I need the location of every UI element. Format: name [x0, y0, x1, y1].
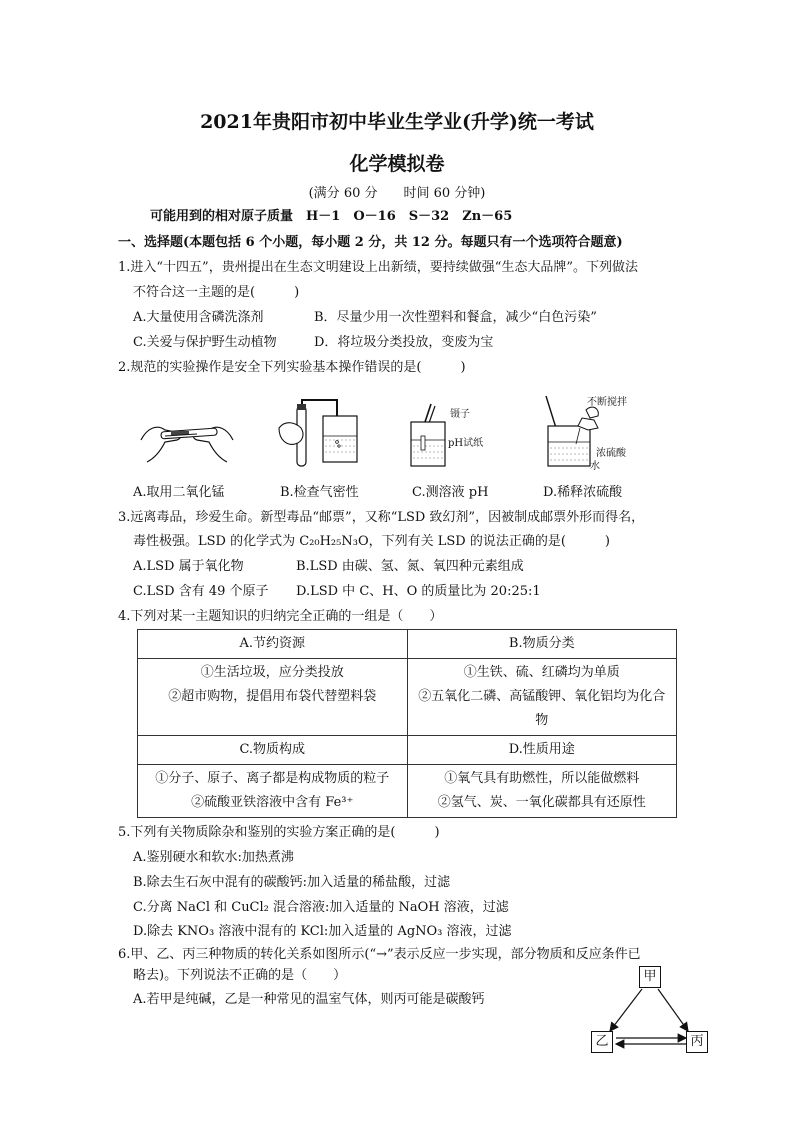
cell-c-head: C.物质构成: [138, 736, 408, 765]
cell-a-line2: ②超市购物，提倡用布袋代替塑料袋: [168, 689, 377, 704]
q2-option-d: D.稀释浓硫酸: [543, 485, 623, 500]
table-row: [138, 630, 677, 659]
q3-stem-line2: 毒性极强。LSD 的化学式为 C₂₀H₂₅N₃O，下列有关 LSD 的说法正确的是( ): [133, 534, 610, 549]
label-acid: 浓硫酸: [596, 448, 626, 459]
q3-option-c: C.LSD 含有 49 个原子: [133, 584, 269, 599]
q1-stem-line1: 1.进入“十四五”，贵州提出在生态文明建设上出新绩，要持续做强“生态大品牌”。下列做法: [118, 260, 638, 275]
label-tweezers: 镊子: [450, 409, 470, 420]
cell-d-head: D.性质用途: [407, 736, 677, 765]
node-jia: 甲: [639, 966, 661, 988]
cell-b-line1: ①生铁、硫、红磷均为单质: [463, 665, 620, 680]
table-row: [138, 765, 677, 818]
table-row: [138, 659, 677, 736]
cell-d-body: [407, 765, 677, 818]
q2-option-c: C.测溶液 pH: [412, 485, 489, 500]
knowledge-table: [137, 629, 677, 818]
node-yi: 乙: [591, 1031, 613, 1053]
q1-option-d: D．将垃圾分类投放，变废为宝: [314, 335, 494, 350]
q5-option-c: C.分离 NaCl 和 CuCl₂ 混合溶液:加入适量的 NaOH 溶液，过滤: [133, 900, 509, 915]
exam-subtitle: 化学模拟卷: [349, 153, 445, 175]
q5-option-b: B.除去生石灰中混有的碳酸钙:加入适量的稀盐酸，过滤: [133, 875, 451, 890]
exam-meta: (满分 60 分 时间 60 分钟): [308, 186, 486, 201]
cell-d-line1: ①氧气具有助燃性，所以能做燃料: [444, 771, 640, 786]
q1-stem-line2: 不符合这一主题的是( ): [133, 285, 300, 300]
q4-stem: 4.下列对某一主题知识的归纳完全正确的一组是（ ）: [118, 609, 443, 624]
atomic-masses: 可能用到的相对原子质量 H－1 O－16 S－32 Zn－65: [150, 209, 513, 224]
q2-option-a: A.取用二氧化锰: [133, 485, 225, 500]
section-heading: 一、选择题(本题包括 6 个小题，每小题 2 分，共 12 分。每题只有一个选项符合题意): [118, 235, 623, 250]
node-bing: 丙: [686, 1031, 708, 1053]
q2-option-b: B.检查气密性: [280, 485, 359, 500]
exam-title: 2021年贵阳市初中毕业生学业(升学)统一考试: [200, 111, 594, 133]
label-stir: 不断搅拌: [587, 397, 627, 408]
q6-stem-line2: 略去)。下列说法不正确的是（ ）: [133, 968, 347, 983]
cell-b-body: [407, 659, 677, 736]
q1-option-c: C.关爱与保护野生动植物: [133, 335, 277, 350]
cell-d-line2: ②氢气、炭、一氧化碳都具有还原性: [437, 795, 646, 810]
label-water: 水: [590, 461, 600, 472]
figure-a-powder-icon: [135, 410, 240, 468]
cell-b-head: B.物质分类: [407, 630, 677, 659]
figure-b-airtightness-icon: [275, 398, 370, 470]
q1-option-b: B．尽量少用一次性塑料和餐盒，减少“白色污染”: [314, 310, 597, 325]
cell-b-line3: 物: [535, 713, 549, 728]
q5-option-a: A.鉴别硬水和软水:加热煮沸: [133, 850, 294, 865]
cell-b-line2: ②五氧化二磷、高锰酸钾、氧化铝均为化合: [418, 689, 666, 704]
cell-c-line2: ②硫酸亚铁溶液中含有 Fe³⁺: [191, 795, 354, 810]
figure-c-ph-test-icon: [405, 400, 450, 470]
q6-stem-line1: 6.甲、乙、丙三种物质的转化关系如图所示(“→”表示反应一步实现，部分物质和反应条件已: [118, 947, 641, 962]
q3-option-b: B.LSD 由碳、氢、氮、氧四种元素组成: [296, 559, 524, 574]
q6-option-a: A.若甲是纯碱，乙是一种常见的温室气体，则丙可能是碳酸钙: [133, 992, 485, 1007]
label-ph-paper: pH试纸: [448, 438, 484, 449]
q3-stem-line1: 3.远离毒品，珍爱生命。新型毒品“邮票”，又称“LSD 致幻剂”，因被制成邮票外形而得名，: [118, 510, 645, 525]
q2-stem: 2.规范的实验操作是安全下列实验基本操作错误的是( ): [118, 360, 466, 375]
cell-a-body: [138, 659, 408, 736]
cell-c-line1: ①分子、原子、离子都是构成物质的粒子: [155, 771, 390, 786]
q3-option-d: D.LSD 中 C、H、O 的质量比为 20:25:1: [296, 584, 541, 599]
cell-a-line1: ①生活垃圾，应分类投放: [200, 665, 344, 680]
q1-option-a: A.大量使用含磷洗涤剂: [133, 310, 264, 325]
cell-a-head: A.节约资源: [138, 630, 408, 659]
cell-c-body: [138, 765, 408, 818]
table-row: [138, 736, 677, 765]
q3-option-a: A.LSD 属于氧化物: [133, 559, 244, 574]
q5-option-d: D.除去 KNO₃ 溶液中混有的 KCl:加入适量的 AgNO₃ 溶液，过滤: [133, 924, 512, 939]
q5-stem: 5.下列有关物质除杂和鉴别的实验方案正确的是( ): [118, 825, 440, 840]
